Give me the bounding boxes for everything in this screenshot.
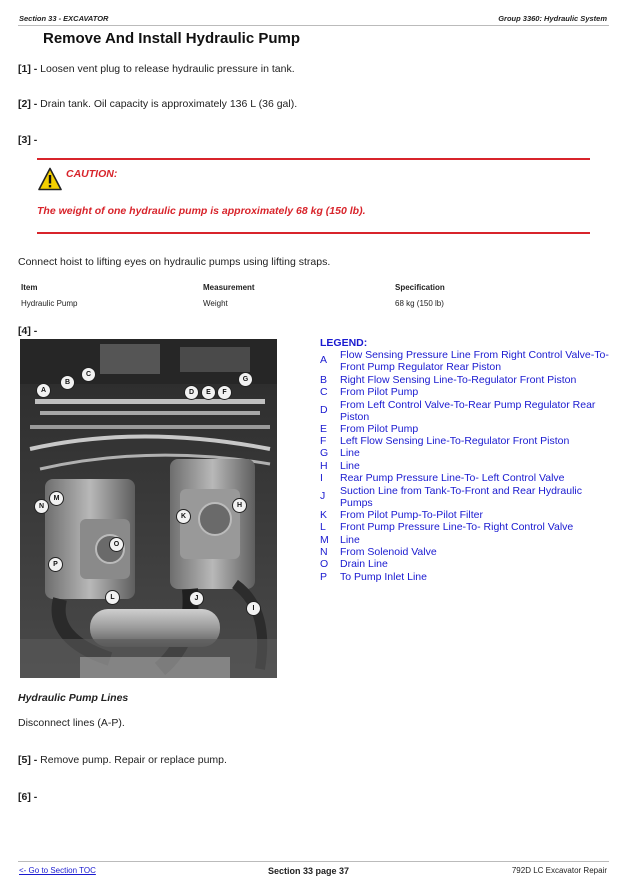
hydraulic-pump-photo [20, 339, 277, 678]
step-text: Loosen vent plug to release hydraulic pressure in tank. [37, 63, 295, 75]
callout-l: L [105, 590, 120, 605]
step-2 [18, 98, 297, 110]
callout-m: M [49, 491, 64, 506]
callout-n: N [34, 499, 49, 514]
callout-b: B [60, 375, 75, 390]
caution-label: CAUTION: [66, 168, 118, 180]
spec-header-item: Item [21, 283, 38, 292]
callout-h: H [232, 498, 247, 513]
callout-a: A [36, 383, 51, 398]
callout-c: C [81, 367, 96, 382]
step-text: Remove pump. Repair or replace pump. [37, 754, 227, 766]
spec-cell-measurement: Weight [203, 299, 228, 308]
callout-j: J [189, 591, 204, 606]
step-3 [18, 134, 37, 146]
callout-d: D [184, 385, 199, 400]
callout-k: K [176, 509, 191, 524]
spec-cell-item: Hydraulic Pump [21, 299, 78, 308]
hoist-instruction: Connect hoist to lifting eyes on hydraulic pumps using lifting straps. [18, 256, 331, 268]
step-number: [1] - [18, 63, 38, 75]
step-number: [4] - [18, 325, 38, 337]
callout-g: G [238, 372, 253, 387]
page-number: Section 33 page 37 [268, 866, 350, 876]
callout-i: I [246, 601, 261, 616]
spec-header-specification: Specification [395, 283, 445, 292]
step-number: [6] - [18, 791, 38, 803]
step-6 [18, 791, 37, 803]
footer-divider [18, 861, 609, 862]
callout-f: F [217, 385, 232, 400]
callout-p: P [48, 557, 63, 572]
legend-item: A Flow Sensing Pressure Line From Right Control Valve-To-Front Pump Regulator Rear Piston [320, 349, 609, 374]
page-title: Remove And Install Hydraulic Pump [43, 30, 300, 47]
step-text: Drain tank. Oil capacity is approximately 136 L (36 gal). [37, 98, 298, 110]
section-header: Section 33 - EXCAVATOR [19, 14, 109, 23]
caution-text: The weight of one hydraulic pump is approximately 68 kg (150 lb). [37, 205, 366, 217]
disconnect-instruction: Disconnect lines (A-P). [18, 717, 125, 729]
warning-triangle-icon [38, 167, 62, 191]
step-number: [3] - [18, 134, 38, 146]
step-4 [18, 325, 37, 337]
legend-title: LEGEND: [320, 337, 368, 349]
callout-e: E [201, 385, 216, 400]
legend-item: J Suction Line from Tank-To-Front and Rear Hydraulic Pumps [320, 485, 582, 510]
caution-top-rule [37, 158, 590, 160]
header-divider [18, 25, 609, 26]
group-header: Group 3360: Hydraulic System [498, 14, 607, 23]
manual-title: 792D LC Excavator Repair [511, 866, 607, 875]
spec-header-measurement: Measurement [203, 283, 255, 292]
callout-o: O [109, 537, 124, 552]
section-toc-link[interactable]: <- Go to Section TOC [19, 866, 96, 875]
step-5 [18, 754, 227, 766]
spec-cell-specification: 68 kg (150 lb) [395, 299, 444, 308]
step-number: [5] - [18, 754, 38, 766]
caution-bottom-rule [37, 232, 590, 234]
step-1 [18, 63, 295, 75]
figure-caption: Hydraulic Pump Lines [18, 692, 129, 704]
step-number: [2] - [18, 98, 38, 110]
legend-item: D From Left Control Valve-To-Rear Pump Regulator Rear Piston [320, 399, 596, 424]
